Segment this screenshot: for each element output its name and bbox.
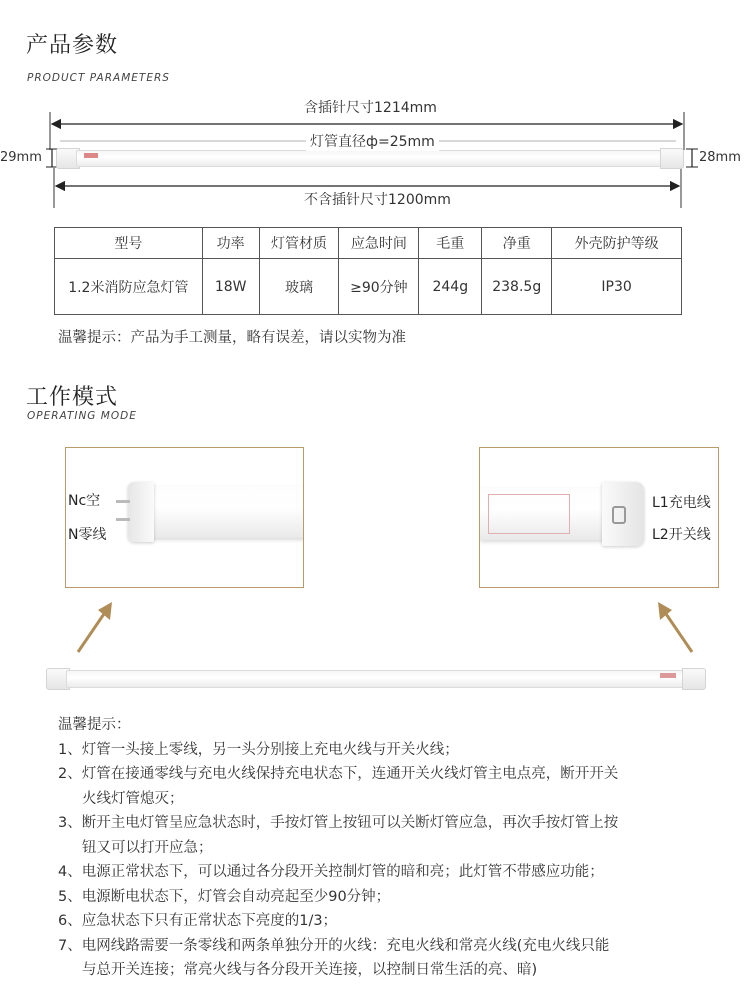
tip-line: 3、断开主电灯管呈应急状态时，手按灯管上按钮可以关断灯管应急，再次手按灯管上按 [58,815,619,831]
tip-line: 5、电源断电状态下，灯管会自动亮起至少90分钟； [58,888,391,905]
tip-line: 2、灯管在接通零线与充电火线保持充电状态下，连通开关火线灯管主电点亮，断开开关 [58,766,619,782]
spec-cell: 238.5g [482,259,552,315]
spec-cell: 18W [202,259,259,315]
spec-table-header-row [55,228,682,259]
tip-line: 与总开关连接；常亮火线与各分段开关连接，以控制日常生活的亮、暗) [82,962,538,978]
spec-cell: 244g [419,259,482,315]
spec-header-cell: 应急时间 [339,228,419,259]
spec-header-cell: 灯管材质 [259,228,339,259]
label-l2-switch: L2开关线 [652,527,711,543]
tube-right-cap [660,148,684,169]
section-title-operating: 工作模式 [26,385,119,410]
spec-header-cell: 型号 [55,228,203,259]
arrow-up-left-icon [650,598,700,658]
spec-cell: 玻璃 [259,259,339,315]
tube-body [76,150,664,167]
full-tube-sticker [660,673,676,678]
tip-line: 火线灯管熄灭； [82,790,184,807]
tip-line: 1、灯管一头接上零线，另一头分别接上充电火线与开关火线； [58,741,459,758]
tube-photo-label [488,494,570,534]
tube-label-sticker [84,153,98,158]
button-icon [612,506,626,524]
arrow-up-right-icon [70,598,120,658]
total-length-label: 含插针尺寸1214mm [300,97,441,117]
left-height-label: 29mm [0,150,42,165]
spec-header-cell: 净重 [482,228,552,259]
tip-line: 7、电网线路需要一条零线和两条单独分开的火线：充电火线和常亮火线(充电火线只能 [58,937,610,954]
tip-line: 4、电源正常状态下，可以通过各分段开关控制灯管的暗和亮；此灯管不带感应功能； [58,864,604,880]
pin-bottom [116,518,130,521]
pin-top [116,500,130,503]
tip-line: 钮又可以打开应急； [82,839,213,856]
spec-header-cell: 毛重 [419,228,482,259]
label-nc-empty: Nc空 [68,493,101,509]
section-subtitle-operating: OPERATING MODE [27,410,137,422]
tip-line: 6、应急状态下只有正常状态下亮度的1/3； [58,913,338,929]
right-height-label: 28mm [699,150,741,165]
full-tube-body [66,670,686,688]
label-n-neutral: N零线 [68,527,107,543]
spec-header-cell: 功率 [202,228,259,259]
section-subtitle-parameters: PRODUCT PARAMETERS [27,72,170,84]
spec-header-cell: 外壳防护等级 [552,228,682,259]
spec-table [54,227,682,315]
tube-photo-cap [128,482,154,542]
spec-table-row [55,259,682,315]
label-l1-charge: L1充电线 [652,495,711,511]
tips-heading: 温馨提示： [58,717,131,733]
measurement-note: 温馨提示：产品为手工测量，略有误差，请以实物为准 [58,330,406,346]
operating-tips [58,713,718,983]
dimension-diagram [0,90,750,220]
right-end-photo [479,447,719,588]
spec-cell: IP30 [552,259,682,315]
spec-cell: 1.2米消防应急灯管 [55,259,203,315]
spec-cell: ≥90分钟 [339,259,419,315]
diameter-label: 灯管直径ф=25mm [306,131,439,151]
section-title-parameters: 产品参数 [26,33,119,58]
full-tube-right-cap [682,668,706,690]
left-end-photo [65,447,304,588]
tube-photo-body [148,486,304,538]
length-no-pins-label: 不含插针尺寸1200mm [300,189,455,209]
